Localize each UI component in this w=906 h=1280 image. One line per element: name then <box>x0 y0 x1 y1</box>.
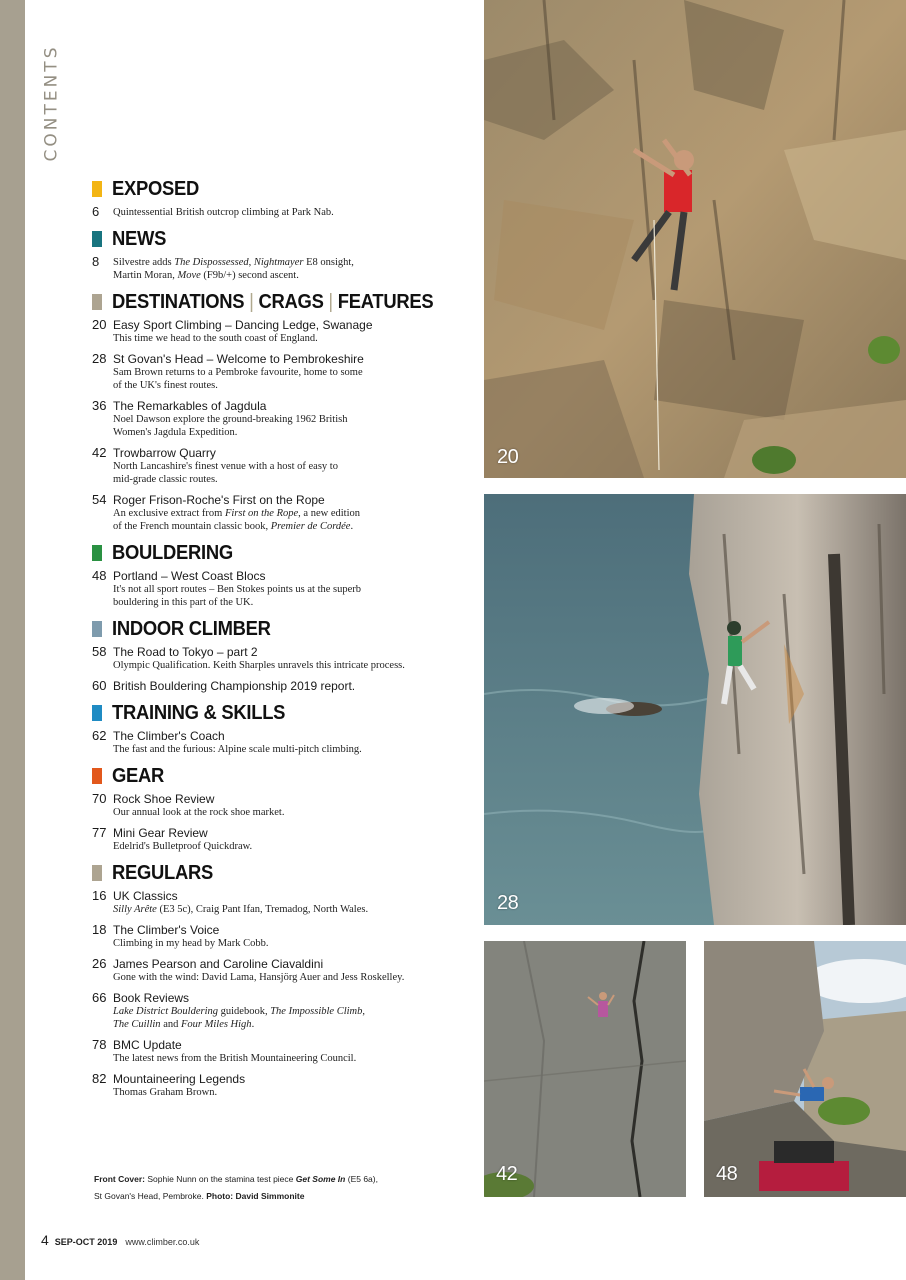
section-header <box>92 226 472 252</box>
photo-page-label: 28 <box>497 892 519 914</box>
toc-entry[interactable] <box>92 1072 472 1099</box>
entry-description: Sam Brown returns to a Pembroke favourite, home to some of the UK's finest routes. <box>113 367 363 391</box>
entry-description: Lake District Bouldering guidebook, The Impossible Climb, The Cuillin and Four Miles High. <box>113 1006 365 1030</box>
section-regulars <box>92 860 472 1099</box>
entry-title: The Road to Tokyo – part 2 <box>113 645 258 659</box>
entry-description: Quintessential British outcrop climbing at Park Nab. <box>113 207 334 218</box>
entry-description: Gone with the wind: David Lama, Hansjörg Auer and Jess Roskelley. <box>113 972 405 983</box>
entry-title: Mountaineering Legends <box>113 1072 246 1086</box>
section-title: INDOOR CLIMBER <box>112 617 271 640</box>
toc-entry[interactable] <box>92 1038 472 1065</box>
entry-description: An exclusive extract from First on the Rope, a new edition of the French mountain classic book, Premier de Cordée. <box>113 508 360 532</box>
entry-page-number: 62 <box>92 728 107 743</box>
climber-photo-sea-cliff-icon <box>484 494 906 925</box>
cover-note: Front Cover: Sophie Nunn on the stamina test piece Get Some In (E5 6a), St Govan's Head, Pembroke. Photo: David Simmonite <box>94 1174 378 1201</box>
toc-entry[interactable] <box>92 923 472 950</box>
entry-description: The fast and the furious: Alpine scale multi-pitch climbing. <box>113 744 362 755</box>
entry-page-number: 66 <box>92 990 107 1005</box>
entry-title: Portland – West Coast Blocs <box>113 569 266 583</box>
section-color-swatch <box>92 181 102 197</box>
entry-page-number: 8 <box>92 254 100 269</box>
toc-entry[interactable] <box>92 569 472 609</box>
toc-entry[interactable] <box>92 957 472 984</box>
section-header <box>92 176 472 202</box>
toc-entry[interactable] <box>92 679 472 693</box>
photo-48[interactable] <box>704 941 906 1197</box>
section-title: BOULDERING <box>112 541 233 564</box>
entry-page-number: 48 <box>92 568 107 583</box>
entry-title: UK Classics <box>113 889 178 903</box>
entry-title: St Govan's Head – Welcome to Pembrokeshire <box>113 352 364 366</box>
toc-entry[interactable] <box>92 446 472 486</box>
section-header <box>92 540 472 566</box>
entry-description: It's not all sport routes – Ben Stokes points us at the superb bouldering in this part of the UK. <box>113 584 362 608</box>
table-of-contents <box>92 176 472 1106</box>
entry-page-number: 70 <box>92 791 107 806</box>
entry-page-number: 77 <box>92 825 107 840</box>
entry-title: The Climber's Voice <box>113 923 220 937</box>
section-color-swatch <box>92 545 102 561</box>
section-destinations <box>92 289 472 533</box>
footer-page-number: 4 <box>41 1232 49 1248</box>
section-bouldering <box>92 540 472 609</box>
toc-entry[interactable] <box>92 826 472 853</box>
entry-description: Silvestre adds The Dispossessed, Nightmayer E8 onsight, Martin Moran, Move (F9b/+) second ascent. <box>113 257 354 281</box>
entry-title: Rock Shoe Review <box>113 792 215 806</box>
toc-entry[interactable] <box>92 889 472 916</box>
contents-label <box>40 44 62 162</box>
entry-page-number: 26 <box>92 956 107 971</box>
footer-url[interactable]: www.climber.co.uk <box>125 1237 200 1247</box>
entry-page-number: 16 <box>92 888 107 903</box>
entry-title: Easy Sport Climbing – Dancing Ledge, Swanage <box>113 318 373 332</box>
toc-entry[interactable] <box>92 255 472 282</box>
section-header <box>92 763 472 789</box>
section-title: GEAR <box>112 764 165 787</box>
toc-entry[interactable] <box>92 205 472 219</box>
entry-title: Book Reviews <box>113 991 190 1005</box>
section-gear <box>92 763 472 853</box>
section-color-swatch <box>92 768 102 784</box>
entry-page-number: 60 <box>92 678 107 693</box>
entry-title: Roger Frison-Roche's First on the Rope <box>113 493 325 507</box>
entry-title: James Pearson and Caroline Ciavaldini <box>113 957 324 971</box>
section-header <box>92 616 472 642</box>
entry-description: Thomas Graham Brown. <box>113 1087 218 1098</box>
entry-description: Climbing in my head by Mark Cobb. <box>113 938 269 949</box>
entry-description: Noel Dawson explore the ground-breaking 1962 British Women's Jagdula Expedition. <box>113 414 348 438</box>
section-header <box>92 860 472 886</box>
section-color-swatch <box>92 865 102 881</box>
photo-28[interactable] <box>484 494 906 925</box>
entry-page-number: 6 <box>92 204 100 219</box>
climber-photo-boulder-icon <box>704 941 906 1197</box>
section-exposed <box>92 176 472 219</box>
toc-entry[interactable] <box>92 318 472 345</box>
entry-page-number: 82 <box>92 1071 107 1086</box>
photo-page-label: 20 <box>497 446 519 468</box>
section-color-swatch <box>92 705 102 721</box>
section-title: DESTINATIONS | CRAGS | FEATURES <box>112 290 434 313</box>
entry-page-number: 78 <box>92 1037 107 1052</box>
section-color-swatch <box>92 231 102 247</box>
toc-entry[interactable] <box>92 399 472 439</box>
section-color-swatch <box>92 294 102 310</box>
entry-page-number: 18 <box>92 922 107 937</box>
page-footer <box>41 1232 199 1248</box>
climber-photo-quarry-slab-icon <box>484 941 686 1197</box>
entry-description: Silly Arête (E3 5c), Craig Pant Ifan, Tremadog, North Wales. <box>113 904 369 915</box>
entry-description: Olympic Qualification. Keith Sharples unravels this intricate process. <box>113 660 405 671</box>
section-color-swatch <box>92 621 102 637</box>
section-title: EXPOSED <box>112 177 200 200</box>
side-strip <box>0 0 25 1280</box>
toc-entry[interactable] <box>92 729 472 756</box>
entry-description: Edelrid's Bulletproof Quickdraw. <box>113 841 253 852</box>
entry-title: British Bouldering Championship 2019 report. <box>113 679 356 693</box>
entry-title: Mini Gear Review <box>113 826 208 840</box>
entry-page-number: 36 <box>92 398 107 413</box>
photo-page-label: 42 <box>496 1163 518 1185</box>
entry-title: The Climber's Coach <box>113 729 225 743</box>
entry-title: BMC Update <box>113 1038 182 1052</box>
photo-42[interactable] <box>484 941 686 1197</box>
section-training-skills <box>92 700 472 756</box>
entry-page-number: 42 <box>92 445 107 460</box>
contents-label-text: CONTENTS <box>41 44 61 162</box>
section-news <box>92 226 472 282</box>
entry-page-number: 58 <box>92 644 107 659</box>
section-indoor-climber <box>92 616 472 693</box>
photo-page-label: 48 <box>716 1163 738 1185</box>
entry-page-number: 28 <box>92 351 107 366</box>
section-title: REGULARS <box>112 861 214 884</box>
entry-description: Our annual look at the rock shoe market. <box>113 807 285 818</box>
entry-description: North Lancashire's finest venue with a host of easy to mid-grade classic routes. <box>113 461 338 485</box>
toc-entry[interactable] <box>92 645 472 672</box>
entry-page-number: 20 <box>92 317 107 332</box>
entry-page-number: 54 <box>92 492 107 507</box>
toc-entry[interactable] <box>92 352 472 392</box>
toc-entry[interactable] <box>92 792 472 819</box>
entry-description: The latest news from the British Mountaineering Council. <box>113 1053 357 1064</box>
toc-entry[interactable] <box>92 493 472 533</box>
section-title: TRAINING & SKILLS <box>112 701 286 724</box>
section-header <box>92 289 472 315</box>
entry-title: Trowbarrow Quarry <box>113 446 216 460</box>
photo-20[interactable] <box>484 0 906 478</box>
toc-entry[interactable] <box>92 991 472 1031</box>
entry-description: This time we head to the south coast of England. <box>113 333 318 344</box>
section-title: NEWS <box>112 227 167 250</box>
footer-issue: SEP-OCT 2019 <box>54 1237 118 1247</box>
climber-photo-sport-crag-icon <box>484 0 906 478</box>
section-header <box>92 700 472 726</box>
entry-title: The Remarkables of Jagdula <box>113 399 267 413</box>
